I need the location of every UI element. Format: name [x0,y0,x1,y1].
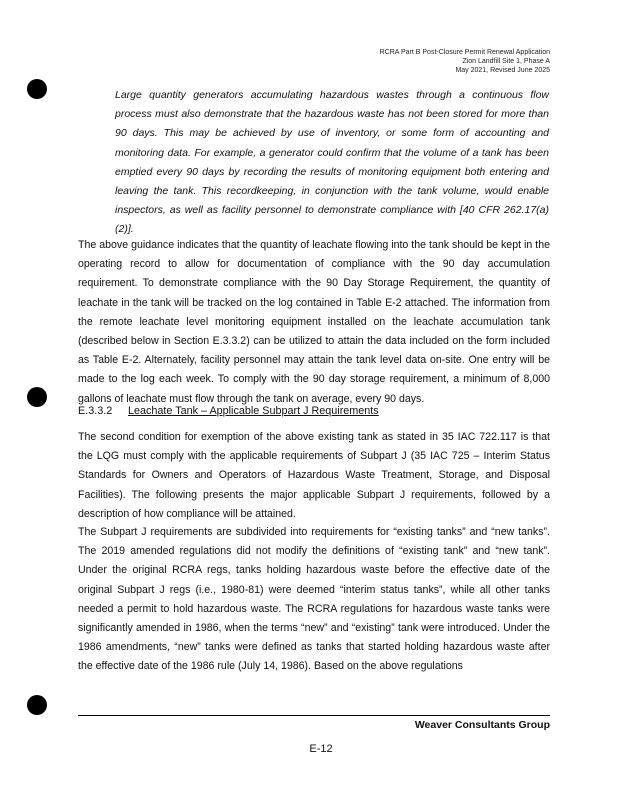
footer-rule [78,715,550,716]
body-paragraph-3: The Subpart J requirements are subdivided into requirements for “existing tanks” and “new tanks”. The 2019 amended regulations did not modify the definitions of “existing tank” and “new tank”. Under the original RCRA regs, tanks holding hazardous waste before the effective date of the original Subpart J regs (i.e., 1980-81) were deemed “interim status tanks”, while all other tanks needed a permit to hold hazardous waste. The RCRA regulations for hazardous waste tanks were significantly amended in 1986, when the terms “new” and “existing” tank were introduced. Under the 1986 amendments, “new” tanks were defined as tanks that started holding hazardous waste after the effective date of the 1986 rule (July 14, 1986). Based on the above regulations [78,526,550,673]
body-paragraph-2: The second condition for exemption of the above existing tank as stated in 35 IAC 722.117 is that the LQG must comply with the applicable requirements of Subpart J (35 IAC 725 – Interim Status Standards for Owners and Operators of Hazardous Waste Treatment, Storage, and Disposal Facilities). The following presents the major applicable Subpart J requirements, followed by a description of how compliance will be attained. [78,431,550,520]
body-paragraph-1: The above guidance indicates that the quantity of leachate flowing into the tank should be kept in the operating record to allow for documentation of compliance with the 90 day accumulation requirement. To demonstrate compliance with the 90 Day Storage Requirement, the quantity of leachate in the tank will be tracked on the log contained in Table E-2 attached. The information from the remote leachate level monitoring equipment installed on the leachate accumulation tank (described below in Section E.3.3.2) can be utilized to attain the data included on the form included as Table E-2. Alternately, facility personnel may attain the tank level data on-site. One entry will be made to the log each week. To comply with the 90 day storage requirement, a minimum of 8,000 gallons of leachate must flow through the tank on average, every 90 days. [78,239,550,405]
block-quote: Large quantity generators accumulating hazardous wastes through a continuous flow process must also demonstrate that the hazardous waste has not been stored for more than 90 days. This may be achieved by use of inventory, or some form of accounting and monitoring data. For example, a generator could confirm that the volume of a tank has been emptied every 90 days by recording the results of monitoring equipment both entering and leaving the tank. This recordkeeping, in conjunction with the tank volume, would enable inspectors, as well as facility personnel to demonstrate compliance with [40 CFR 262.17(a)(2)]. [115,89,549,236]
binder-hole-top [27,79,47,99]
binder-hole-bottom [27,695,47,715]
section-number: E.3.3.2 [78,405,113,417]
header-site-name: Zion Landfill Site 1, Phase A [462,58,550,65]
binder-hole-middle [27,387,47,407]
page-number: E-12 [309,743,333,755]
header-date: May 2021, Revised June 2025 [455,67,550,74]
header-document-title: RCRA Part B Post-Closure Permit Renewal Application [379,49,550,56]
section-title: Leachate Tank – Applicable Subpart J Requirements [128,405,379,417]
footer-company: Weaver Consultants Group [414,719,550,731]
section-heading [78,404,379,418]
running-header [380,48,550,75]
